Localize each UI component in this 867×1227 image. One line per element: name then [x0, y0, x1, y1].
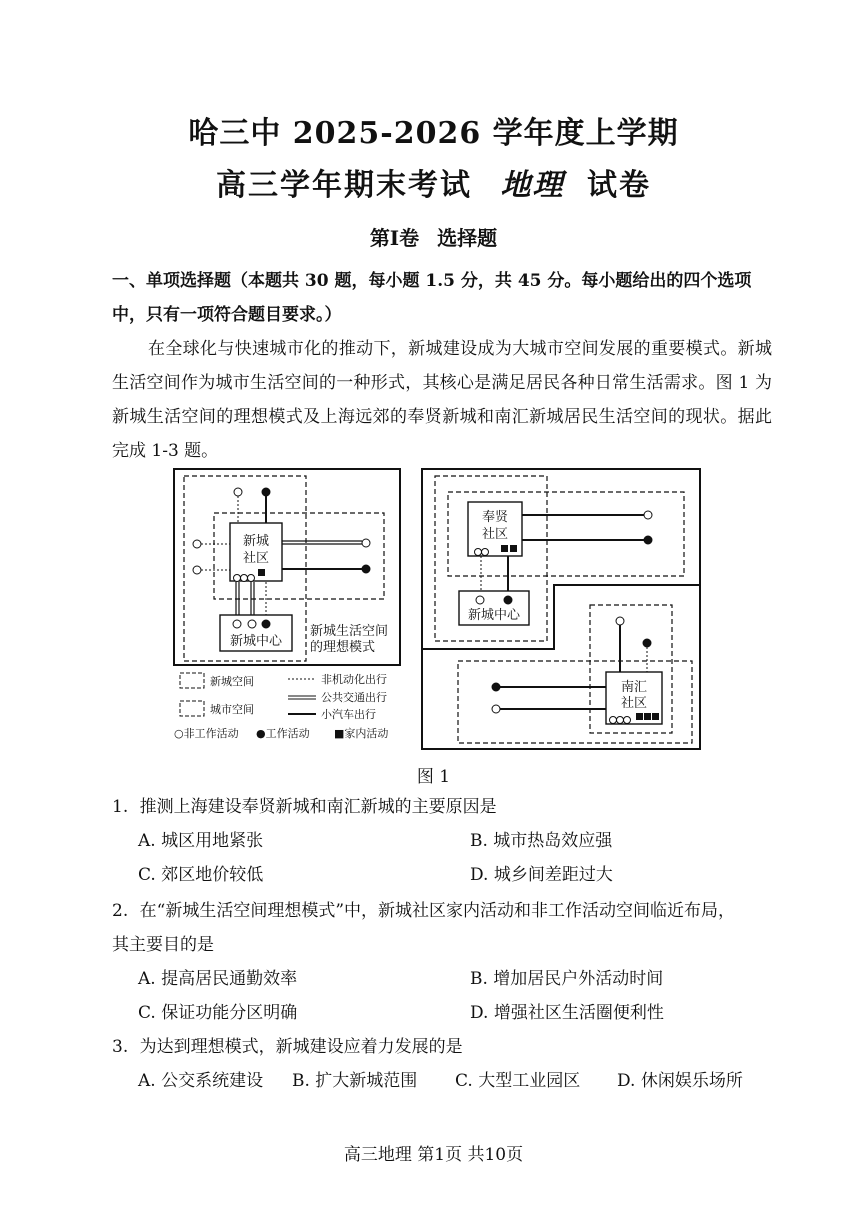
q3-option-a[interactable]: A. 公交系统建设 — [138, 1071, 264, 1091]
question-2-stem-cont: 其主要目的是 — [112, 935, 214, 955]
nanhui-community-l2: 社区 — [620, 696, 648, 711]
section-instructions: 一、单项选择题（本题共 30 题，每小题 1.5 分，共 45 分。每小题给出的四个选项中，只有一项符合题目要求。） — [112, 271, 752, 325]
figure-1 — [170, 465, 704, 755]
legend-work: ●工作活动 — [256, 727, 310, 740]
figure-caption: 图 1 — [416, 767, 451, 787]
fengxian-center-label: 新城中心 — [467, 608, 521, 623]
ideal-model-label-l1: 新城生活空间 — [310, 624, 389, 639]
legend-non-motor: 非机动化出行 — [321, 673, 387, 686]
q3-option-d[interactable]: D. 休闲娱乐场所 — [617, 1071, 743, 1091]
exam-title-line2 — [0, 160, 867, 204]
q2-option-a[interactable]: A. 提高居民通勤效率 — [138, 969, 298, 989]
q1-option-d[interactable]: D. 城乡间差距过大 — [470, 865, 613, 885]
question-1-number: 1. — [112, 797, 129, 817]
q1-option-b[interactable]: B. 城市热岛效应强 — [470, 831, 613, 851]
q3-option-b[interactable]: B. 扩大新城范围 — [292, 1071, 418, 1091]
legend-new-city-space: 新城空间 — [210, 675, 254, 688]
ideal-model-label-l2: 的理想模式 — [310, 640, 376, 655]
q2-option-c[interactable]: C. 保证功能分区明确 — [138, 1003, 298, 1023]
q1-option-a[interactable]: A. 城区用地紧张 — [138, 831, 264, 851]
question-2-stem: 在“新城生活空间理想模式”中，新城社区家内活动和非工作活动空间临近布局， — [139, 901, 736, 921]
exam-title-line1: 哈三中 2025-2026 学年度上学期 — [188, 116, 679, 151]
section-heading — [0, 222, 867, 251]
left-center-label: 新城中心 — [229, 634, 283, 649]
left-community-l1: 新城 — [242, 534, 270, 549]
exam-subject: 地理 — [500, 168, 565, 203]
legend-non-work: ○非工作活动 — [174, 727, 239, 740]
fengxian-community-l2: 社区 — [481, 527, 509, 542]
question-2-number: 2. — [112, 901, 129, 921]
question-1 — [112, 792, 497, 817]
question-3-stem: 为达到理想模式，新城建设应着力发展的是 — [139, 1037, 463, 1057]
fengxian-community-l1: 奉贤 — [481, 510, 509, 525]
page-footer: 高三地理 第1页 共10页 — [343, 1145, 524, 1165]
exam-title-suffix: 试卷 — [586, 168, 651, 203]
reading-passage: 在全球化与快速城市化的推动下，新城建设成为大城市空间发展的重要模式。新城生活空间作为城市生活空间的一种形式，其核心是满足居民各种日常生活需求。图 1 为新城生活空间的理想模式及上海远郊的奉贤新城和南汇新城居民生活空间的现状。据此完成 1-3 题。 — [112, 339, 772, 461]
q1-option-c[interactable]: C. 郊区地价较低 — [138, 865, 264, 885]
section-part: 第Ⅰ卷 — [369, 226, 420, 250]
q2-option-b[interactable]: B. 增加居民户外活动时间 — [470, 969, 664, 989]
question-2 — [112, 896, 735, 921]
legend-home: ■家内活动 — [334, 727, 389, 740]
q2-option-d[interactable]: D. 增强社区生活圈便利性 — [470, 1003, 664, 1023]
question-3 — [112, 1032, 463, 1057]
nanhui-community-l1: 南汇 — [620, 680, 648, 695]
question-3-number: 3. — [112, 1037, 129, 1057]
left-community-l2: 社区 — [242, 551, 270, 566]
q3-option-c[interactable]: C. 大型工业园区 — [455, 1071, 581, 1091]
legend-car: 小汽车出行 — [321, 708, 376, 721]
legend-public-transit: 公共交通出行 — [321, 691, 387, 704]
legend-city-space: 城市空间 — [210, 703, 254, 716]
question-1-stem: 推测上海建设奉贤新城和南汇新城的主要原因是 — [139, 797, 497, 817]
section-name: 选择题 — [437, 226, 498, 250]
exam-title-main: 高三学年期末考试 — [216, 168, 473, 203]
